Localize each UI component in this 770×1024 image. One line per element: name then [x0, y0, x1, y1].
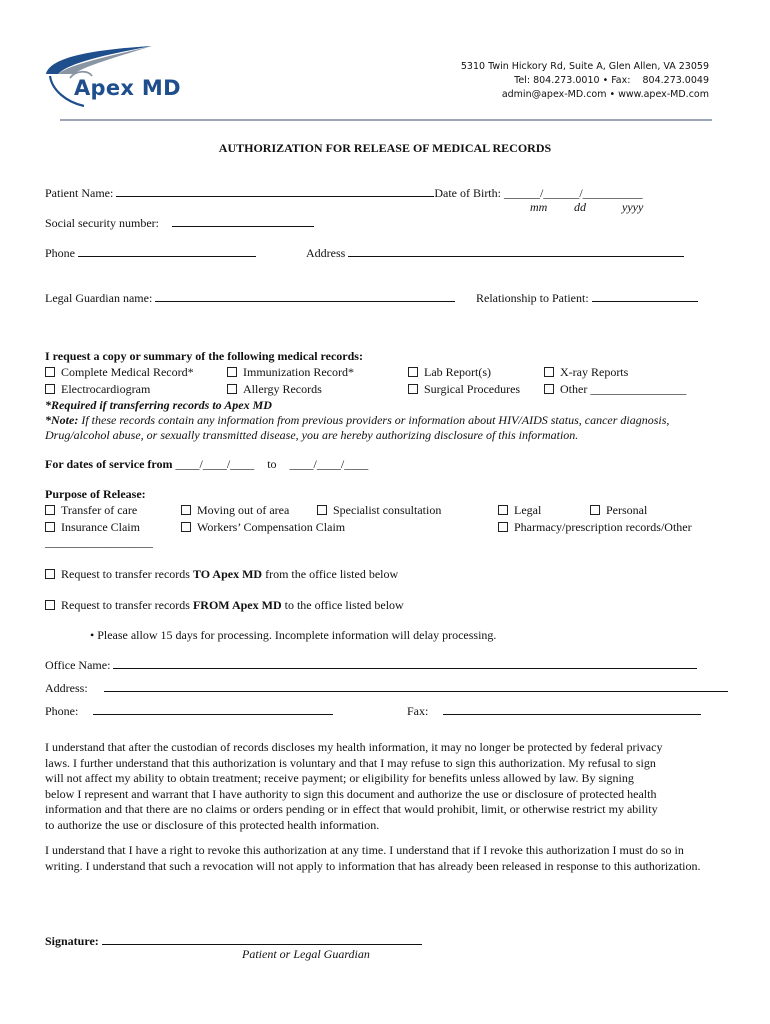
record-immunization-checkbox[interactable]: [227, 367, 237, 377]
purpose-insurance-checkbox[interactable]: [45, 522, 55, 532]
form-title: AUTHORIZATION FOR RELEASE OF MEDICAL RECORDS: [218, 141, 552, 155]
dob-mm-hint: mm: [530, 200, 548, 214]
records-heading: I request a copy or summary of the following medical records:: [45, 349, 363, 363]
office-phone-row: [45, 703, 333, 719]
record-option-complete[interactable]: Complete Medical Record*: [45, 365, 194, 380]
service-to-label: to: [267, 457, 277, 471]
dob-dd-hint: dd: [574, 200, 586, 214]
record-option-lab[interactable]: Lab Report(s): [408, 365, 491, 380]
dob-label[interactable]: Date of Birth: ______/______/__________: [434, 186, 643, 200]
office-fax-label: Fax:: [407, 704, 429, 718]
purpose-transfer-of-care[interactable]: Transfer of care: [45, 503, 137, 518]
record-option-other[interactable]: Other ________________: [544, 382, 686, 397]
address-label: Address: [306, 246, 346, 260]
transfer-to-apex-option[interactable]: Request to transfer records TO Apex MD from the office listed below: [45, 567, 398, 582]
purpose-insurance[interactable]: Insurance Claim: [45, 520, 140, 535]
record-allergy-checkbox[interactable]: [227, 384, 237, 394]
signature-caption: Patient or Legal Guardian: [242, 947, 370, 961]
phone-row: [45, 245, 256, 261]
brand-name: Apex MD: [74, 76, 181, 100]
phone-label: Phone: [45, 246, 75, 260]
ssn-row: [45, 215, 314, 231]
header-divider: [60, 119, 712, 121]
clinic-email-web: admin@apex-MD.com • www.apex-MD.com: [501, 89, 709, 100]
record-surgical-checkbox[interactable]: [408, 384, 418, 394]
patient-name-label: Patient Name:: [45, 186, 114, 200]
purpose-legal-checkbox[interactable]: [498, 505, 508, 515]
clinic-address: 5310 Twin Hickory Rd, Suite A, Glen Allen, VA 23059: [460, 61, 709, 72]
service-to-field[interactable]: ____/____/____: [289, 457, 369, 471]
relationship-row: [476, 290, 698, 306]
purpose-personal-checkbox[interactable]: [590, 505, 600, 515]
service-dates-label: For dates of service from: [45, 457, 173, 471]
address-field[interactable]: [348, 245, 684, 257]
office-name-row: [45, 657, 697, 673]
purpose-transfer-checkbox[interactable]: [45, 505, 55, 515]
required-note: *Required if transferring records to Apex MD: [45, 398, 272, 412]
guardian-row: [45, 290, 455, 306]
relationship-field[interactable]: [592, 290, 698, 302]
record-option-ecg[interactable]: Electrocardiogram: [45, 382, 150, 397]
patient-name-field[interactable]: [116, 185, 434, 197]
understand-paragraph-2: I understand that I have a right to revoke this authorization at any time. I understand that if I revoke this authorization I must do so in writing. I understand that such a revocation will not apply to information that has already been released in response to this authorization.: [45, 843, 701, 873]
processing-note: • Please allow 15 days for processing. Incomplete information will delay processing.: [90, 628, 497, 642]
record-complete-checkbox[interactable]: [45, 367, 55, 377]
note-line-2: Drug/alcohol abuse, or sexually transmitted disease, you are hereby authorizing disclosure of this information.: [45, 428, 579, 442]
record-option-allergy[interactable]: Allergy Records: [227, 382, 322, 397]
record-other-checkbox[interactable]: [544, 384, 554, 394]
service-from-field[interactable]: ____/____/____: [175, 457, 255, 471]
understand-paragraph-1: I understand that after the custodian of records discloses my health information, it may no longer be protected by federal privacy laws. I further understand that this authorization is voluntary and that I may refuse to sign this authorization. My refusal to sign will not affect my ability to obtain treatment; receive payment; or eligibility for benefits unless allowed by law. By signing below I represent and warrant that I have authority to sign this document and authorize the use or disclosure of protected health information and that there are no claims or orders pending or in effect that would prohibit, limit, or otherwise restrict my ability to authorize the use or disclosure of this protected health information.: [45, 740, 663, 832]
purpose-heading: Purpose of Release:: [45, 487, 146, 501]
purpose-specialist[interactable]: Specialist consultation: [317, 503, 441, 518]
purpose-legal[interactable]: Legal: [498, 503, 541, 518]
office-address-label: Address:: [45, 681, 88, 695]
relationship-label: Relationship to Patient:: [476, 291, 589, 305]
purpose-pharmacy-other[interactable]: Pharmacy/prescription records/Other: [498, 520, 692, 535]
transfer-to-apex-checkbox[interactable]: [45, 569, 55, 579]
office-phone-label: Phone:: [45, 704, 79, 718]
office-address-field[interactable]: [104, 680, 728, 692]
purpose-personal[interactable]: Personal: [590, 503, 647, 518]
record-option-immunization[interactable]: Immunization Record*: [227, 365, 354, 380]
purpose-pharmacy-checkbox[interactable]: [498, 522, 508, 532]
office-name-label: Office Name:: [45, 658, 111, 672]
patient-name-row: [45, 185, 643, 201]
ssn-field[interactable]: [172, 215, 314, 227]
purpose-specialist-checkbox[interactable]: [317, 505, 327, 515]
record-xray-checkbox[interactable]: [544, 367, 554, 377]
ssn-label: Social security number:: [45, 216, 159, 230]
record-ecg-checkbox[interactable]: [45, 384, 55, 394]
office-phone-field[interactable]: [93, 703, 333, 715]
signature-label: Signature:: [45, 934, 99, 948]
guardian-label: Legal Guardian name:: [45, 291, 153, 305]
service-dates-row: [45, 457, 368, 472]
record-option-surgical[interactable]: Surgical Procedures: [408, 382, 520, 397]
transfer-from-apex-option[interactable]: Request to transfer records FROM Apex MD to the office listed below: [45, 598, 404, 613]
signature-field[interactable]: [102, 933, 422, 945]
office-fax-field[interactable]: [443, 703, 701, 715]
purpose-other-field[interactable]: __________________: [45, 535, 153, 549]
address-row: [306, 245, 684, 261]
purpose-moving-checkbox[interactable]: [181, 505, 191, 515]
dob-yyyy-hint: yyyy: [622, 200, 644, 214]
purpose-workers-comp-checkbox[interactable]: [181, 522, 191, 532]
record-option-xray[interactable]: X-ray Reports: [544, 365, 628, 380]
note-line-1: *Note: If these records contain any information from previous providers or information about HIV/AIDS status, cancer diagnosis,: [45, 413, 670, 427]
transfer-from-apex-checkbox[interactable]: [45, 600, 55, 610]
guardian-field[interactable]: [155, 290, 455, 302]
record-lab-checkbox[interactable]: [408, 367, 418, 377]
office-fax-row: [407, 703, 701, 719]
purpose-workers-comp[interactable]: Workers’ Compensation Claim: [181, 520, 345, 535]
office-address-row: [45, 680, 728, 696]
clinic-tel-fax: Tel: 804.273.0010 • Fax: 804.273.0049: [514, 75, 709, 86]
purpose-moving[interactable]: Moving out of area: [181, 503, 289, 518]
office-name-field[interactable]: [113, 657, 697, 669]
phone-field[interactable]: [78, 245, 256, 257]
